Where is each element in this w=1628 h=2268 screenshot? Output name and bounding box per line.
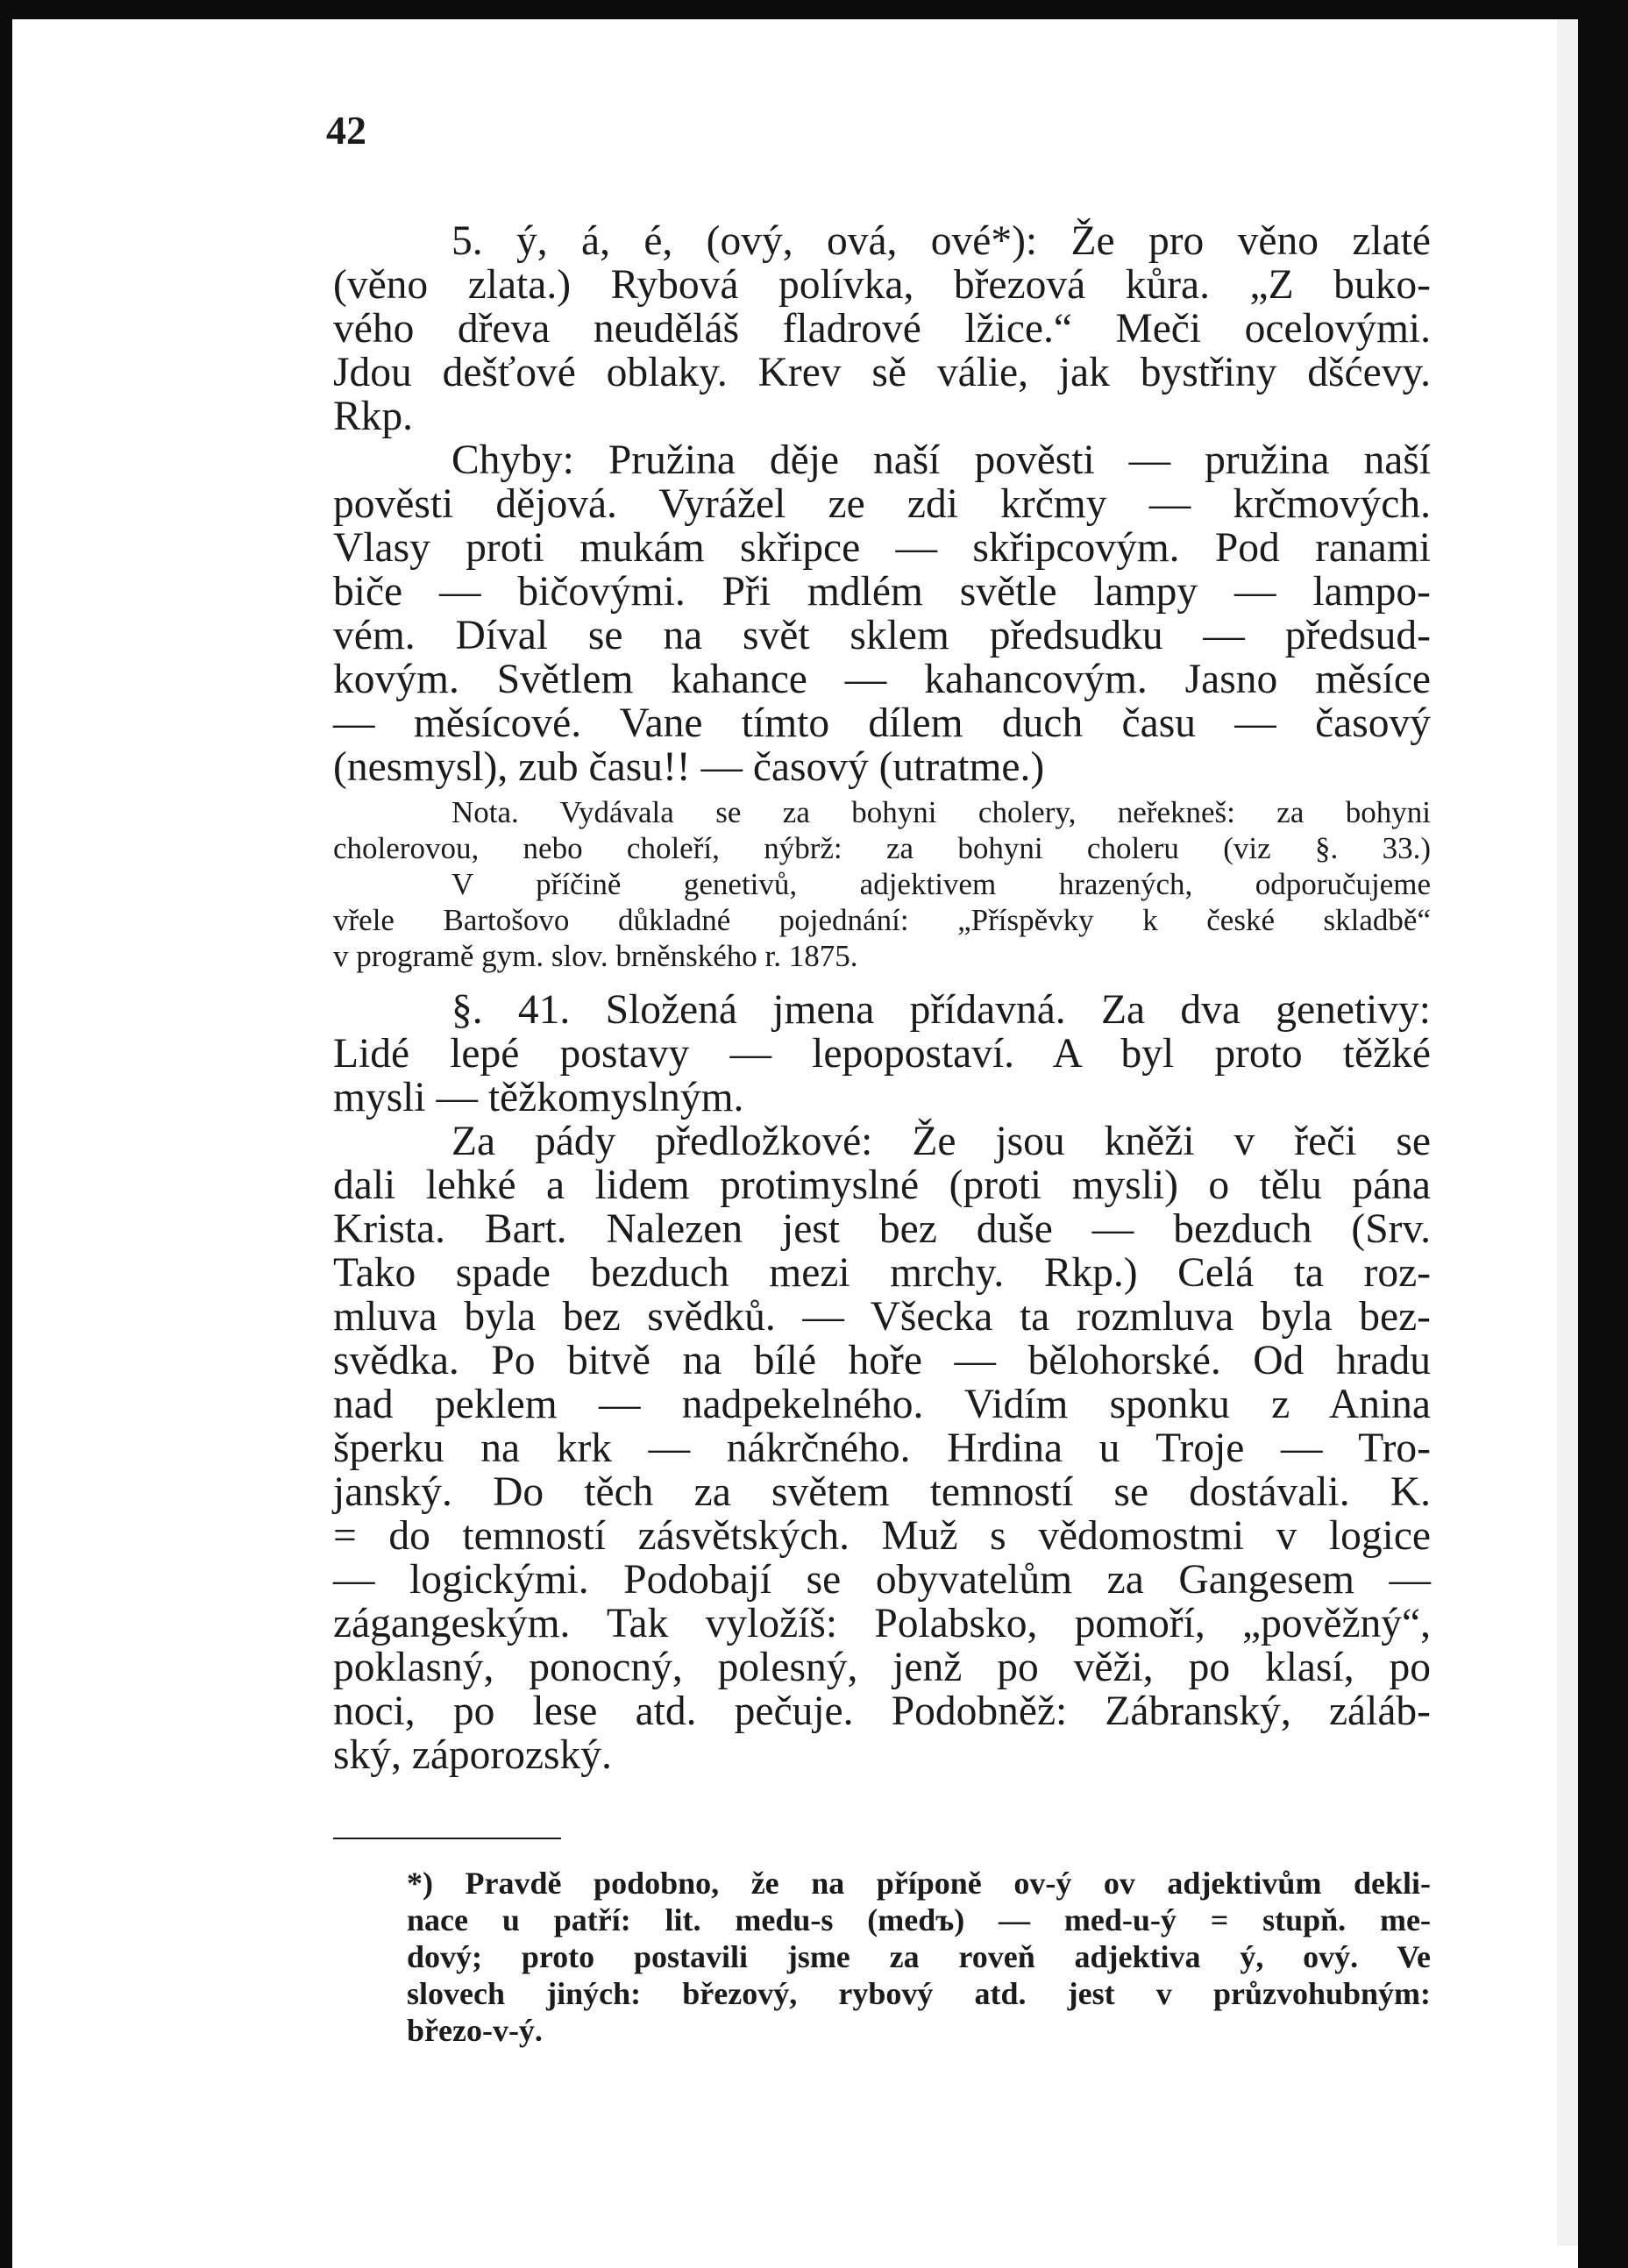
section-41 — [333, 988, 1431, 1777]
text-line: Chyby: Pružina děje naší pověsti — pružina naší — [451, 437, 1431, 483]
text-line: šperku na krk — nákrčného. Hrdina u Troje — Tro- — [333, 1425, 1431, 1471]
text-line: janský. Do těch za světem temností se dostávali. K. — [333, 1469, 1431, 1515]
text-line: Krista. Bart. Nalezen jest bez duše — bezduch (Srv. — [333, 1206, 1431, 1252]
text-line: (nesmysl), zub času!! — časový (utratme.) — [333, 744, 1045, 790]
nota-line: vřele Bartošovo důkladné pojednání: „Příspěvky k české skladbě“ — [333, 903, 1431, 937]
nota-line: V příčině genetivů, adjektivem hrazených, odporučujeme — [451, 867, 1431, 901]
scan-edge-left — [0, 0, 12, 2268]
text-line: vém. Díval se na svět sklem předsudku — předsud- — [333, 613, 1431, 658]
text-line: zágangeským. Tak vyložíš: Polabsko, pomoří, „pověžný“, — [333, 1601, 1431, 1646]
text-line: pověsti dějová. Vyrážel ze zdi krčmy — krčmových. — [333, 481, 1431, 527]
text-line: — logickými. Podobají se obyvatelům za Gangesem — — [333, 1557, 1431, 1603]
text-line: (věno zlata.) Rybová polívka, březová kůra. „Z buko- — [333, 262, 1431, 308]
page-number: 42 — [326, 108, 366, 153]
section-heading-line: §. 41. Složená jmena přídavná. Za dva genetivy: — [451, 987, 1431, 1033]
footnote-line: *) Pravdě podobno, že na příponě ov-ý ov adjektivům dekli- — [407, 1866, 1431, 1901]
text-line: Jdou dešťové oblaky. Krev sě válie, jak bystřiny dšćevy. — [333, 350, 1431, 395]
footnote-line: nace u patří: lit. medu-s (medъ) — med-u-ý = stupň. me- — [407, 1902, 1431, 1937]
text-line: biče — bičovými. Při mdlém světle lampy — lampo- — [333, 569, 1431, 615]
text-line: mluva byla bez svědků. — Všecka ta rozmluva byla bez- — [333, 1294, 1431, 1340]
text-line: dali lehké a lidem protimyslné (proti mysli) o tělu pána — [333, 1162, 1431, 1208]
page-body — [333, 219, 1431, 1777]
text-line: svědka. Po bitvě na bílé hoře — bělohorské. Od hradu — [333, 1338, 1431, 1383]
text-line: ský, záporozský. — [333, 1732, 612, 1778]
nota-line: cholerovou, nebo choleří, nýbrž: za bohyni choleru (viz §. 33.) — [333, 831, 1431, 865]
footnote-line: slovech jiných: březový, rybový atd. jest v průzvohubným: — [407, 1976, 1431, 2011]
text-line: Za pády předložkové: Že jsou kněži v řeči se — [451, 1119, 1431, 1164]
footnote-line: dový; proto postavili jsme za roveň adjektiva ý, ový. Ve — [407, 1939, 1431, 1974]
scan-edge-right — [1578, 0, 1628, 2268]
text-line: noci, po lese atd. pečuje. Podobněž: Zábranský, záláb- — [333, 1689, 1431, 1734]
text-line: Tako spade bezduch mezi mrchy. Rkp.) Celá ta roz- — [333, 1250, 1431, 1296]
text-line: — měsícové. Vane tímto dílem duch času — časový — [333, 700, 1431, 746]
footnote — [407, 1865, 1431, 2049]
footnote-rule — [333, 1838, 561, 1839]
footnote-line: březo-v-ý. — [407, 2013, 543, 2048]
scan-page-gutter — [1557, 19, 1578, 2246]
nota-block — [333, 794, 1431, 974]
scan-edge-top — [0, 0, 1628, 19]
nota-line: Nota. Vydávala se za bohyni cholery, neřekneš: za bohyni — [451, 795, 1431, 829]
main-paragraph — [333, 219, 1431, 789]
text-line: Vlasy proti mukám skřipce — skřipcovým. Pod ranami — [333, 525, 1431, 571]
text-line: Lidé lepé postavy — lepopostaví. A byl proto těžké — [333, 1031, 1431, 1077]
text-line: mysli — těžkomyslným. — [333, 1075, 744, 1120]
text-line: 5. ý, á, é, (ový, ová, ové*): Že pro věno zlaté — [451, 218, 1431, 264]
text-line: poklasný, ponocný, polesný, jenž po věži, po klasí, po — [333, 1645, 1431, 1690]
text-line: Rkp. — [333, 394, 414, 439]
text-line: nad peklem — nadpekelného. Vidím sponku z Anina — [333, 1382, 1431, 1427]
text-line: kovým. Světlem kahance — kahancovým. Jasno měsíce — [333, 657, 1431, 702]
text-line: vého dřeva neuděláš fladrové lžice.“ Meči ocelovými. — [333, 306, 1431, 352]
nota-line: v programě gym. slov. brněnského r. 1875. — [333, 939, 858, 973]
text-line: = do temností zásvětských. Muž s vědomostmi v logice — [333, 1513, 1431, 1559]
